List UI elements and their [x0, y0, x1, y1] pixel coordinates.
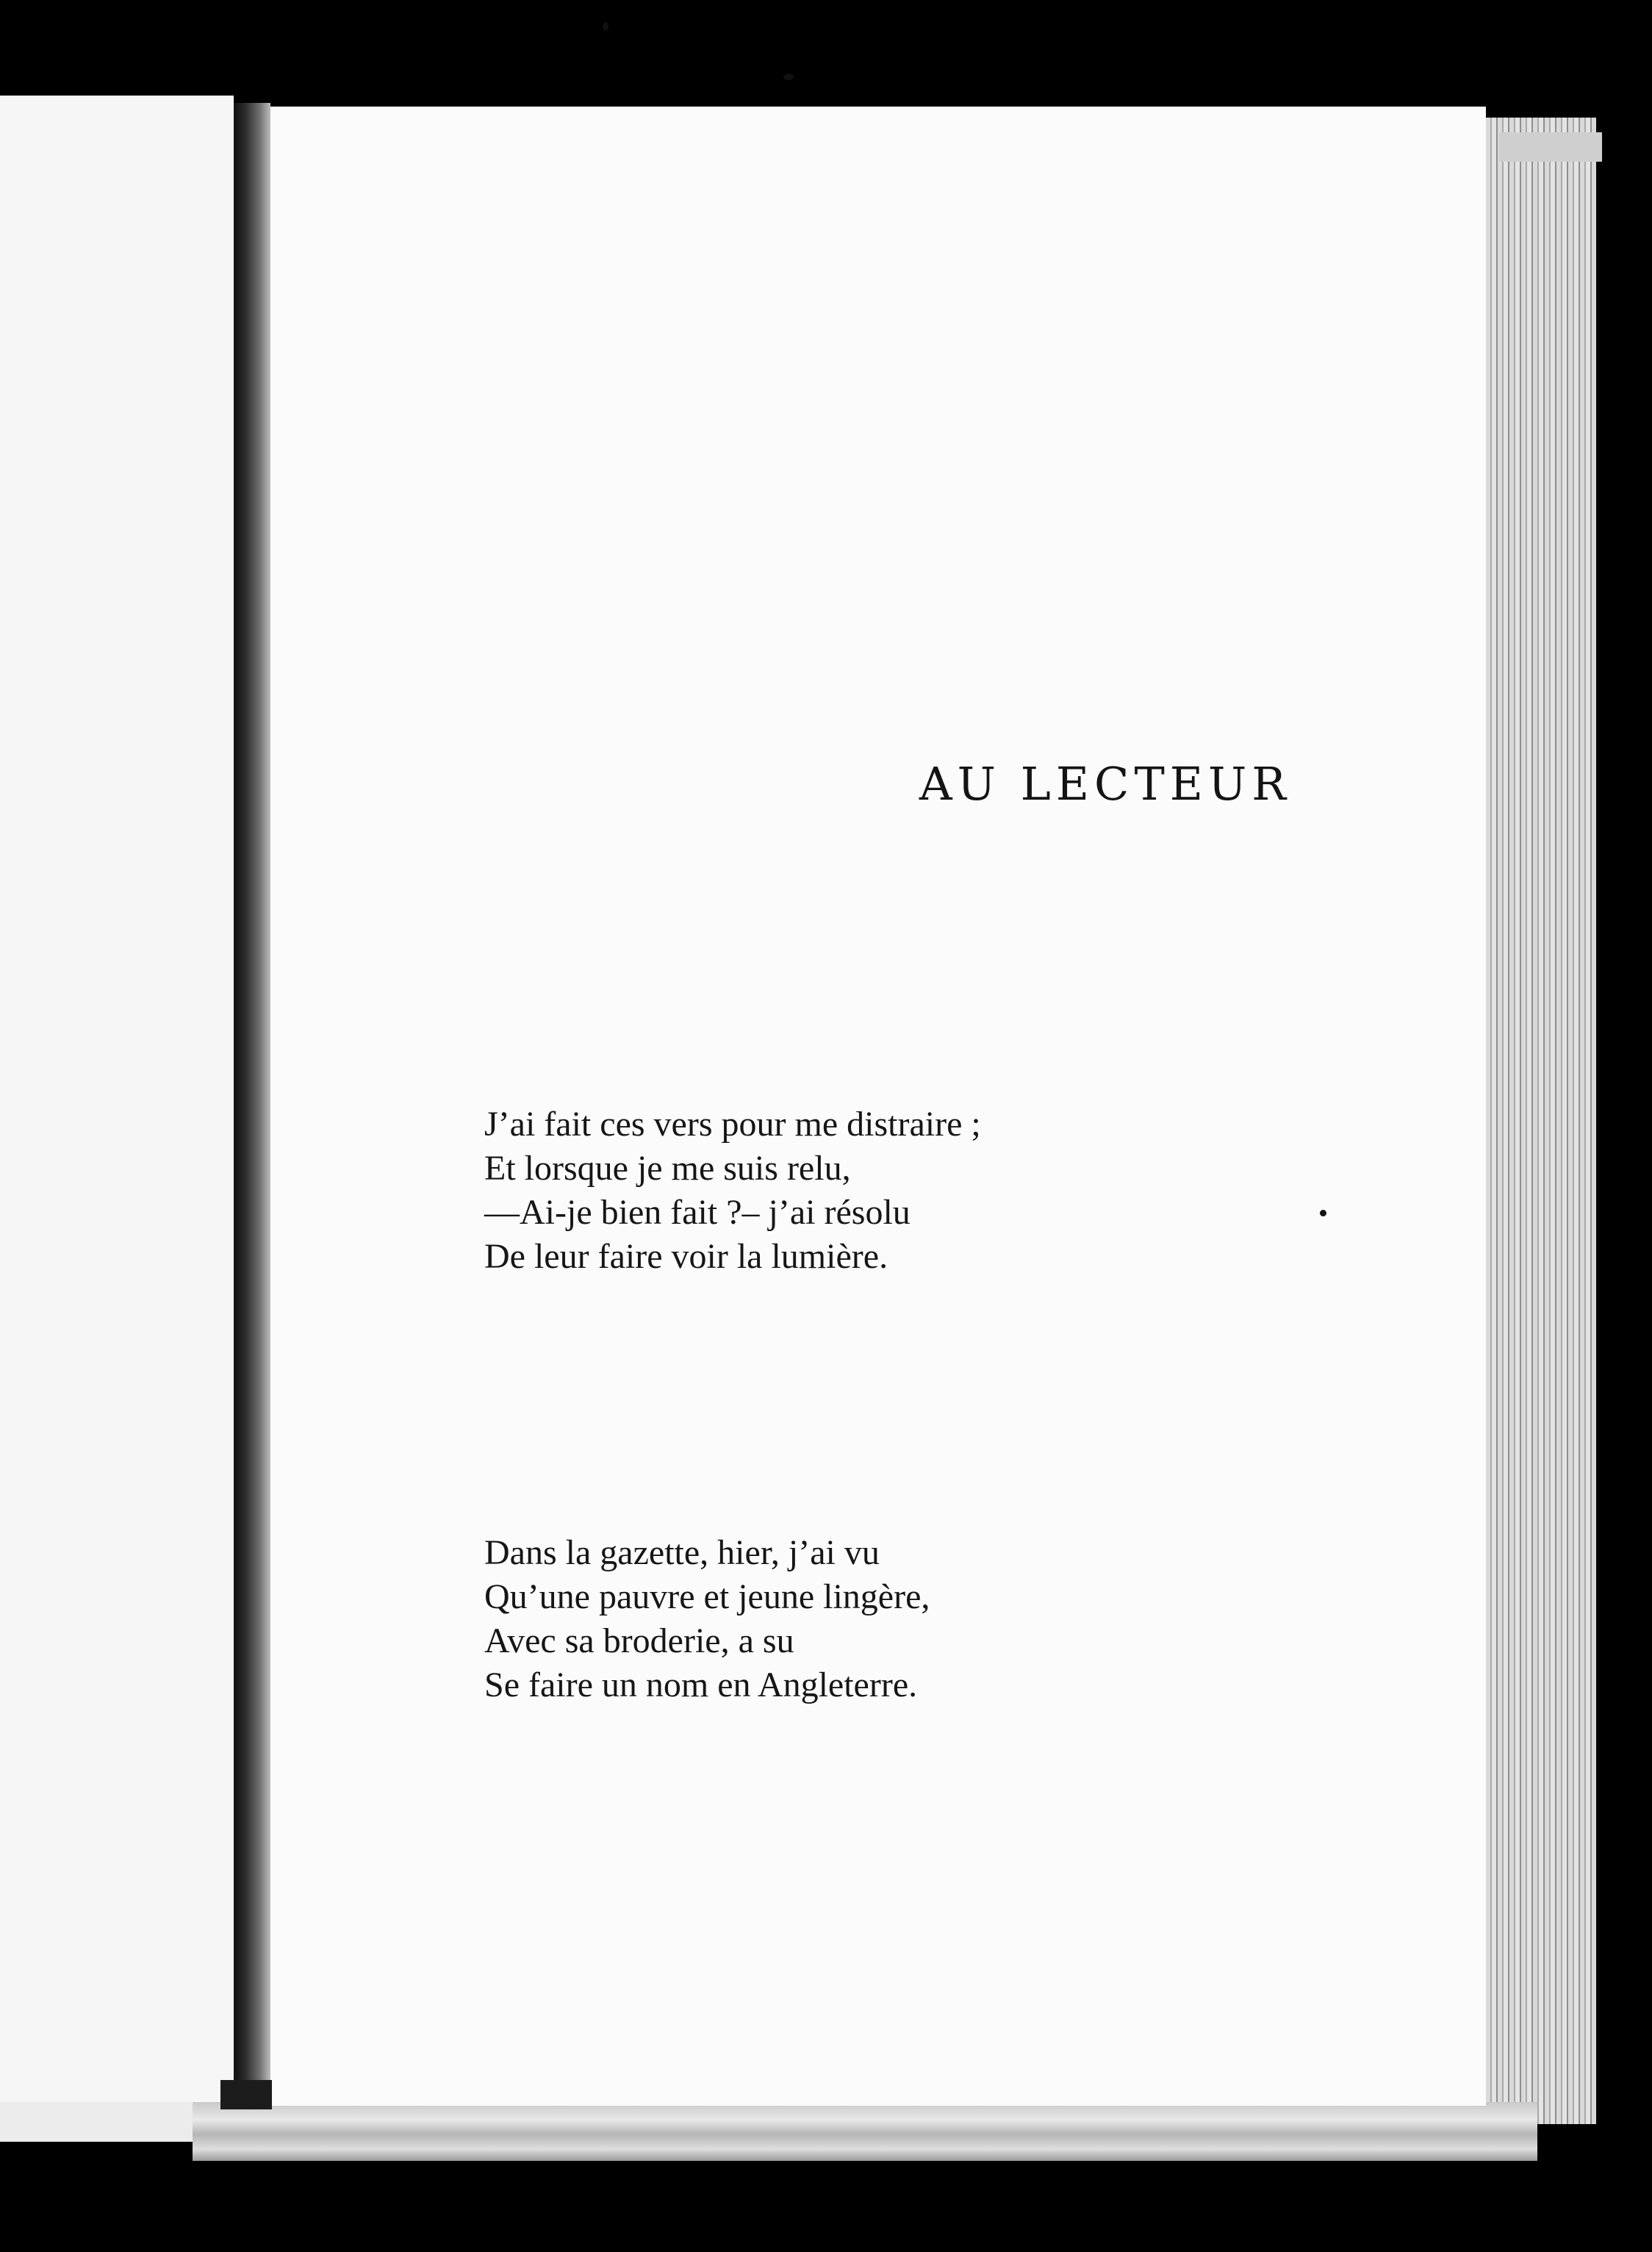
stanza-1 — [484, 1102, 981, 1279]
verse-line: Avec sa broderie, a su — [484, 1621, 794, 1660]
verse-line: Qu’une pauvre et jeune lingère, — [484, 1577, 930, 1616]
dust-speck — [783, 73, 794, 80]
bottom-page-stack — [193, 2102, 1537, 2161]
poem-title: AU LECTEUR — [919, 757, 1291, 811]
verse-line: —Ai-je bien fait ?– j’ai résolu — [484, 1193, 911, 1232]
verse-line: J’ai fait ces vers pour me distraire ; — [484, 1105, 981, 1144]
verse-line: Et lorsque je me suis relu, — [484, 1149, 851, 1188]
left-page-edge — [0, 2102, 195, 2142]
page-content — [266, 107, 1486, 2106]
left-page — [0, 96, 234, 2102]
page-edges — [1486, 118, 1596, 2124]
gutter-shadow — [220, 2080, 272, 2109]
page-edges-top — [1499, 132, 1602, 162]
dust-speck — [603, 22, 608, 31]
dust-speck — [1320, 1210, 1326, 1216]
verse-line: Dans la gazette, hier, j’ai vu — [484, 1533, 880, 1572]
verse-line: Se faire un nom en Angleterre. — [484, 1665, 918, 1704]
book-gutter — [234, 103, 270, 2087]
stanza-2 — [484, 1531, 930, 1707]
verse-line: De leur faire voir la lumière. — [484, 1237, 888, 1276]
